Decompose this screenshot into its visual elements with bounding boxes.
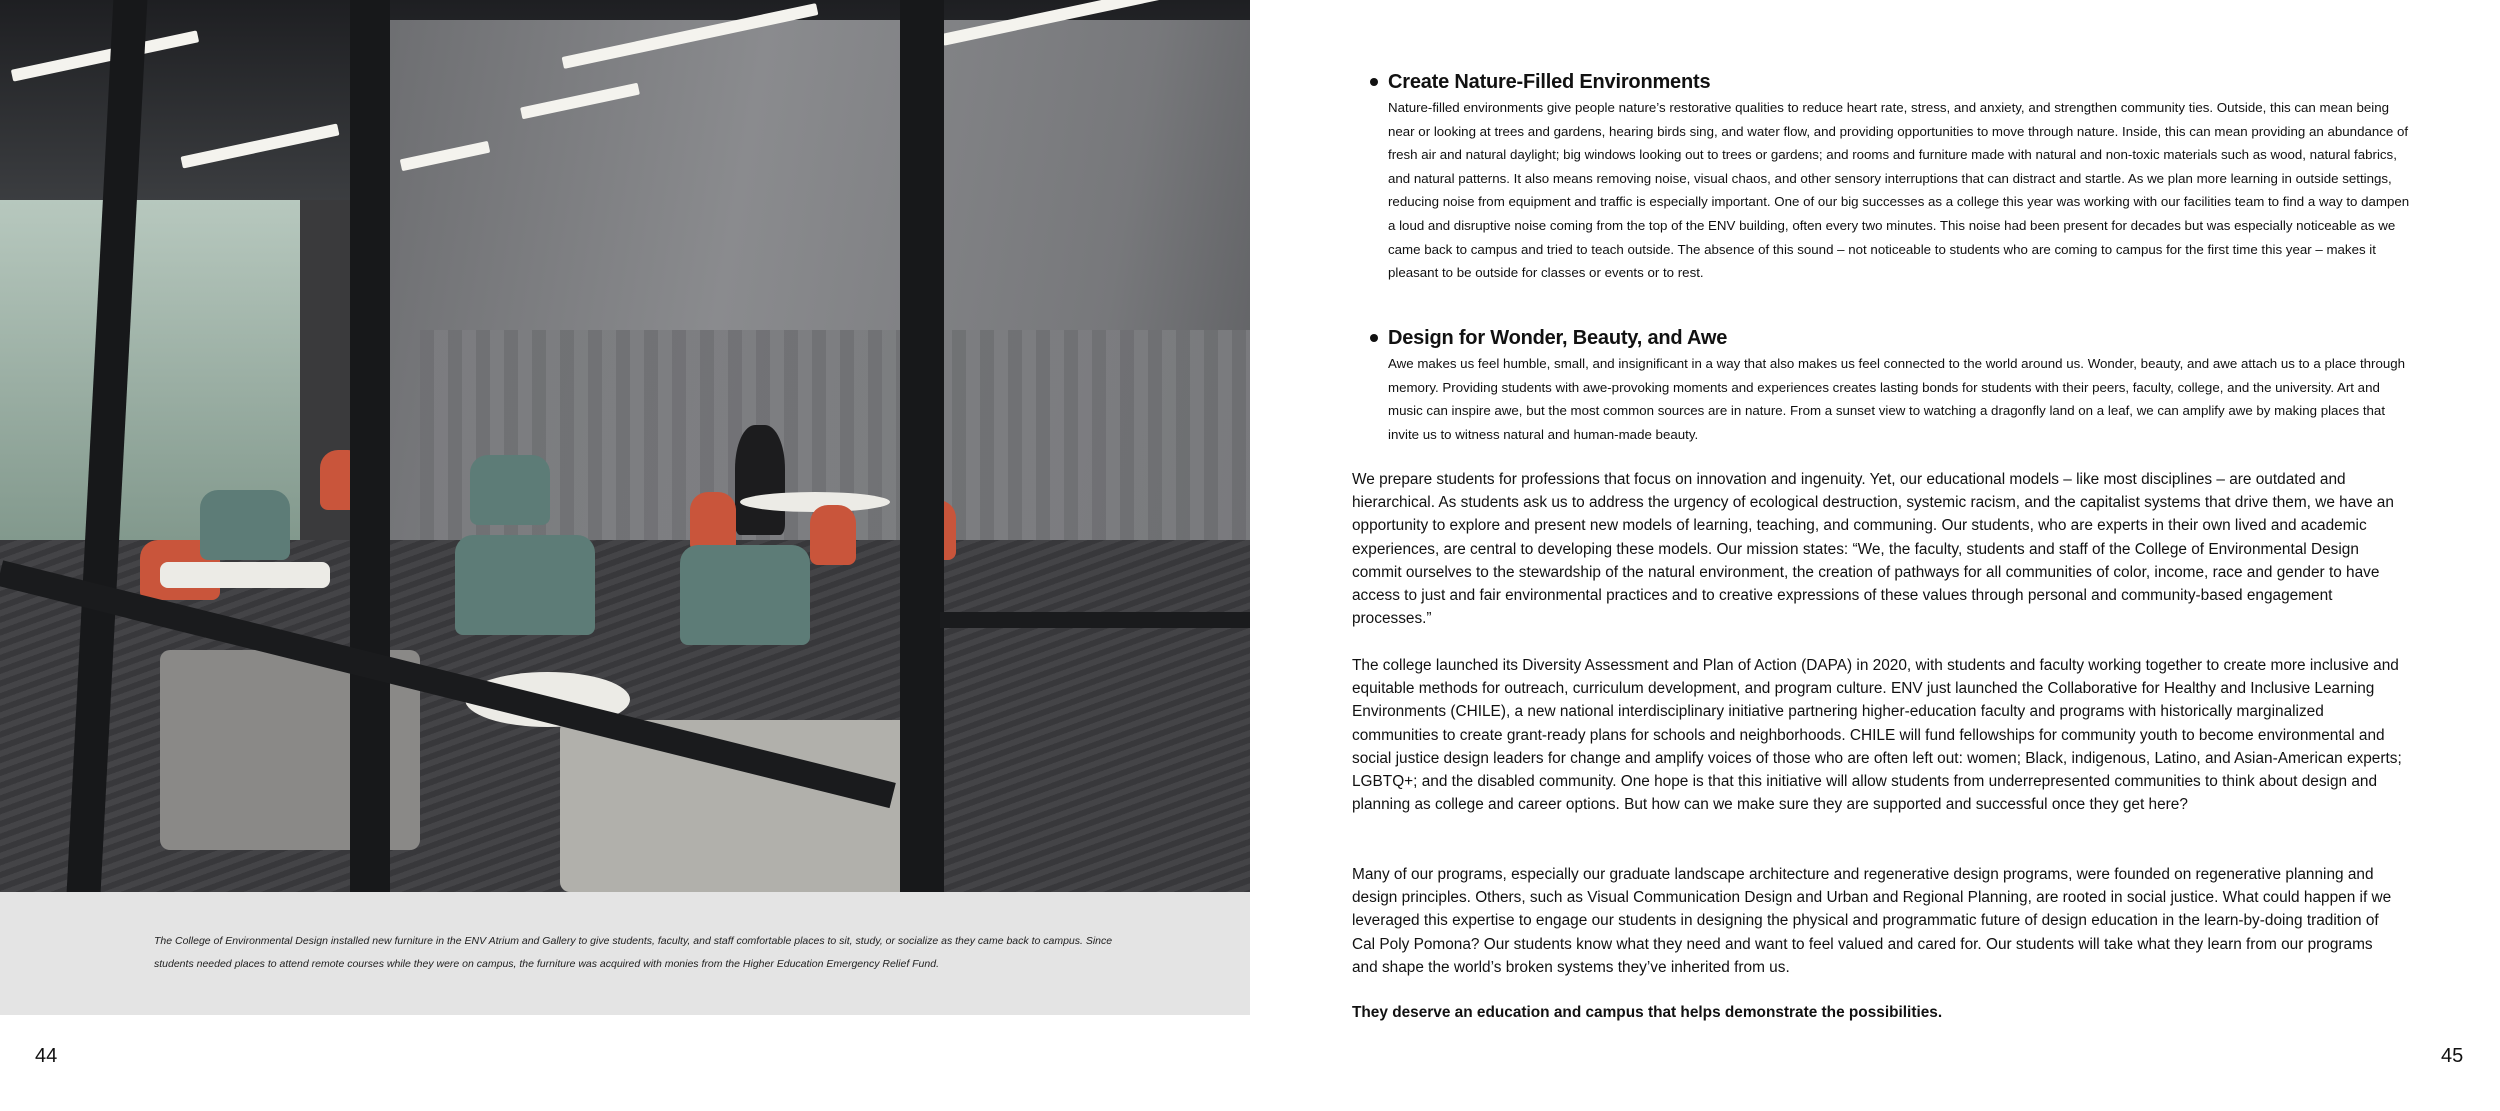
paragraph-dapa: The college launched its Diversity Assessment and Plan of Action (DAPA) in 2020, with students and faculty working together to create more inclusive and equitable methods for outreach, curriculum development, and program culture. ENV just launched the Collaborative for Healthy and Inclusive Learning Environments (CHILE), a new national interdisciplinary initiative partnering higher-education faculty and programs with historically marginalized communities to create grant-ready plans for schools and neighborhoods. CHILE will fund fellowships for community youth to become environmental and social justice design leaders for change and amplify voices of those who are often left out: women; Black, indigenous, Latino, and Asian-American experts; LGBTQ+; and the disabled community. One hope is that this initiative will allow students from underrepresented communities to think about design and planning as college and career options. But how can we make sure they are supported and successful once they get here? xyxy=(1352,657,2402,814)
bullet-body: Nature-filled environments give people nature’s restorative qualities to reduce heart rate, stress, and anxiety, and strengthen community ties. Outside, this can mean being near or looking at trees and gardens, hearing birds sing, and water flow, and providing opportunities to move through nature. Inside, this can mean providing an abundance of fresh air and natural daylight; big windows looking out to trees or gardens; and rooms and furniture made with natural and non-toxic materials such as wood, natural fabrics, and natural patterns. It also means removing noise, visual chaos, and other sensory interruptions that can distract and startle. As we plan more learning in outside settings, reducing noise from equipment and traffic is especially important. One of our big successes as a college this year was working with our facilities team to find a way to dampen a loud and disruptive noise coming from the top of the ENV building, often every two minutes. This noise had been present for decades but was especially noticeable as we came back to campus and tried to teach outside. The absence of this sound – not noticeable to students who are coming to campus for the first time this year – makes it pleasant to be outside for classes or events or to rest. xyxy=(1388,100,2410,281)
glass-frame xyxy=(350,0,390,892)
bullet-nature xyxy=(1370,68,2410,285)
bullet-body: Awe makes us feel humble, small, and insignificant in a way that also makes us feel connected to the world around us. Wonder, beauty, and awe attach us to a place through memory. Providing students with awe-provoking moments and experiences creates lasting bonds for students with their peers, faculty, college, and the university. Art and music can inspire awe, but the most common sources are in nature. From a sunset view to watching a dragonfly land on a leaf, we can amplify awe by making places that invite us to witness natural and human-made beauty. xyxy=(1388,356,2406,442)
closing-statement: They deserve an education and campus that helps demonstrate the possibilities. xyxy=(1352,1004,1943,1021)
paragraph-mission: We prepare students for professions that focus on innovation and ingenuity. Yet, our educational models – like most disciplines – are outdated and hierarchical. As students ask us to address the urgency of ecological destruction, systemic racism, and the capitalist systems that drive them, we have an opportunity to explore and present new models of learning, teaching, and communing. Our students, who are experts in their own lived and academic experiences, are central to developing these models. Our mission states: “We, the faculty, students and staff of the College of Environmental Design commit ourselves to the stewardship of the natural environment, the creation of pathways for all communities of color, income, race and gender to have access to just and fair environmental practices and to creative expressions of these values through personal and community-based engagement processes.” xyxy=(1352,471,2394,628)
bullet-awe xyxy=(1370,324,2410,446)
bullet-heading: Design for Wonder, Beauty, and Awe xyxy=(1370,324,2410,352)
photo-caption: The College of Environmental Design installed new furniture in the ENV Atrium and Gallery to give students, faculty, and staff comfortable places to sit, study, or socialize as they came back to campus. Since students needed places to attend remote courses while they were on campus, the furniture was acquired with monies from the Higher Education Emergency Relief Fund. xyxy=(154,935,1113,970)
table xyxy=(160,562,330,588)
atrium-photo xyxy=(0,0,1250,892)
bullet-heading: Create Nature-Filled Environments xyxy=(1370,68,2410,96)
page-number-right: 45 xyxy=(2441,1045,2464,1067)
student xyxy=(735,425,785,535)
teal-chair xyxy=(455,535,595,635)
red-chair xyxy=(690,492,736,552)
teal-chair xyxy=(200,490,290,560)
glass-frame xyxy=(900,0,944,892)
teal-chair xyxy=(470,455,550,525)
page-number-left: 44 xyxy=(35,1045,58,1067)
glass-rail xyxy=(940,612,1250,628)
red-chair xyxy=(810,505,856,565)
teal-chair xyxy=(680,545,810,645)
paragraph-programs: Many of our programs, especially our graduate landscape architecture and regenerative design programs, were founded on regenerative planning and design principles. Others, such as Visual Communication Design and Urban and Regional Planning, are rooted in social justice. What could happen if we leveraged this expertise to engage our students in designing the physical and programmatic future of design education in the learn-by-doing tradition of Cal Poly Pomona? Our students know what they need and want to feel valued and cared for. Our students will take what they learn from our programs and shape the world’s broken systems they’ve inherited from us. xyxy=(1352,866,2392,976)
